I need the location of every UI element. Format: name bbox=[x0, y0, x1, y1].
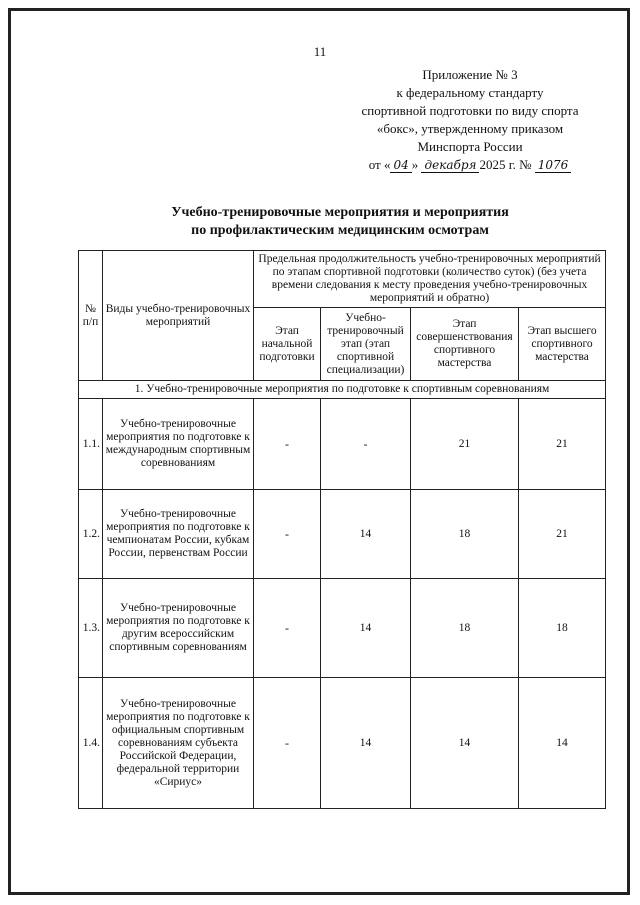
order-number: 1076 bbox=[535, 158, 572, 173]
row-name: Учебно-тренировочные мероприятия по подготовке к международным спортивным соревнованиям bbox=[103, 399, 254, 490]
appendix-line: спортивной подготовки по виду спорта bbox=[361, 103, 579, 118]
row-value: 18 bbox=[519, 579, 606, 678]
table-row bbox=[79, 490, 606, 579]
order-date-line bbox=[340, 156, 600, 174]
row-value: - bbox=[254, 579, 321, 678]
section-title: 1. Учебно-тренировочные мероприятия по подготовке к спортивным соревнованиям bbox=[79, 381, 606, 399]
header-stage: Этап совершенствования спортивного мастерства bbox=[411, 308, 519, 381]
header-num: № п/п bbox=[79, 251, 103, 381]
row-value: 14 bbox=[321, 579, 411, 678]
title-line: по профилактическим медицинским осмотрам bbox=[191, 223, 489, 238]
row-value: 18 bbox=[411, 579, 519, 678]
row-num: 1.1. bbox=[79, 399, 103, 490]
date-month: декабря bbox=[421, 158, 479, 173]
title-line: Учебно-тренировочные мероприятия и мероприятия bbox=[171, 205, 509, 220]
header-stage: Этап начальной подготовки bbox=[254, 308, 321, 381]
row-value: 21 bbox=[411, 399, 519, 490]
appendix-block bbox=[340, 66, 600, 174]
row-value: 14 bbox=[411, 678, 519, 809]
table-row bbox=[79, 579, 606, 678]
row-value: 14 bbox=[321, 678, 411, 809]
row-value: - bbox=[254, 399, 321, 490]
header-stage: Учебно-тренировочный этап (этап спортивной специализации) bbox=[321, 308, 411, 381]
row-value: 18 bbox=[411, 490, 519, 579]
row-value: - bbox=[254, 678, 321, 809]
row-num: 1.2. bbox=[79, 490, 103, 579]
appendix-line: Минспорта России bbox=[417, 139, 523, 154]
row-num: 1.4. bbox=[79, 678, 103, 809]
page-number: 11 bbox=[313, 44, 327, 59]
row-value: - bbox=[254, 490, 321, 579]
row-name: Учебно-тренировочные мероприятия по подготовке к другим всероссийским спортивным соревнованиям bbox=[103, 579, 254, 678]
date-prefix: от « bbox=[368, 157, 391, 172]
header-stage: Этап высшего спортивного мастерства bbox=[519, 308, 606, 381]
header-types: Виды учебно-тренировочных мероприятий bbox=[103, 251, 254, 381]
row-value: - bbox=[321, 399, 411, 490]
date-year: 2025 г. № bbox=[479, 157, 532, 172]
row-value: 21 bbox=[519, 399, 606, 490]
row-value: 14 bbox=[321, 490, 411, 579]
date-mid: » bbox=[411, 157, 419, 172]
table-row bbox=[79, 678, 606, 809]
row-name: Учебно-тренировочные мероприятия по подготовке к официальным спортивным соревнованиям субъекта Российской Федерации, федеральной территории «Сириус» bbox=[103, 678, 254, 809]
table-row bbox=[79, 399, 606, 490]
appendix-line: «бокс», утвержденному приказом bbox=[376, 121, 564, 136]
appendix-line: к федеральному стандарту bbox=[396, 85, 544, 100]
events-table bbox=[78, 250, 606, 809]
row-name: Учебно-тренировочные мероприятия по подготовке к чемпионатам России, кубкам России, первенствам России bbox=[103, 490, 254, 579]
header-duration: Предельная продолжительность учебно-тренировочных мероприятий по этапам спортивной подготовки (количество суток) (без учета времени следования к месту проведения учебно-тренировочных мероприятий и обратно) bbox=[254, 251, 606, 308]
date-day: 04 bbox=[390, 158, 411, 173]
appendix-line: Приложение № 3 bbox=[422, 67, 518, 82]
document-title bbox=[60, 204, 620, 240]
row-value: 21 bbox=[519, 490, 606, 579]
row-num: 1.3. bbox=[79, 579, 103, 678]
row-value: 14 bbox=[519, 678, 606, 809]
